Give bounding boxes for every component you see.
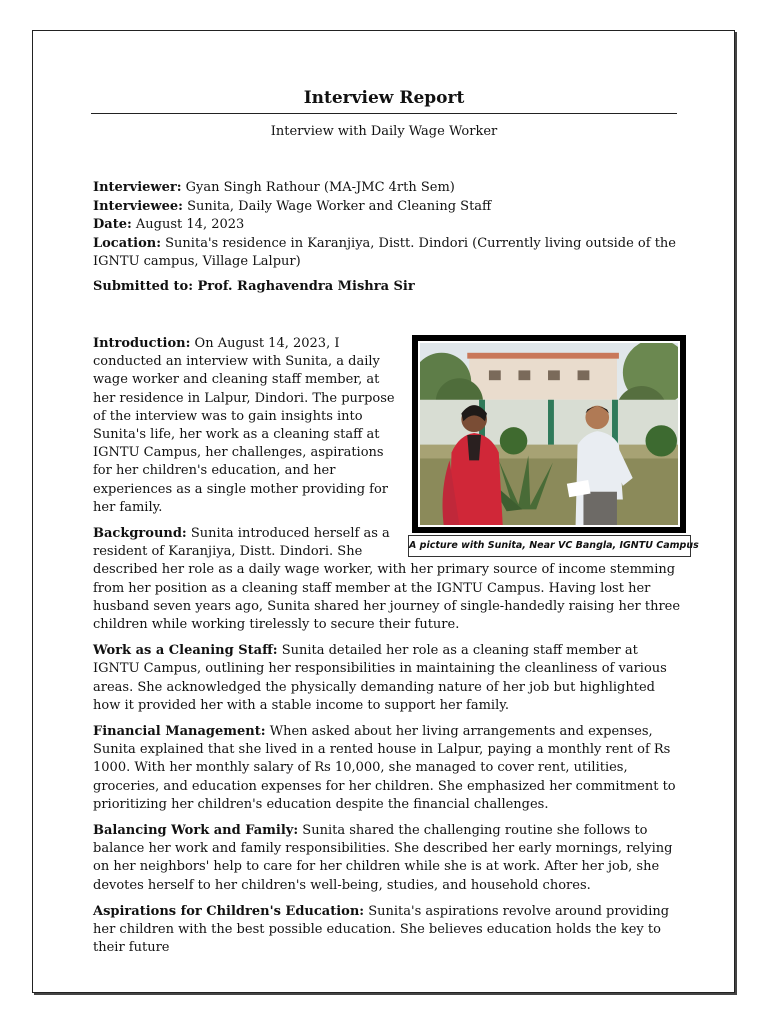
report-subtitle: Interview with Daily Wage Worker — [270, 124, 498, 139]
section-work-as-cleaning-staff: Work as a Cleaning Staff: Sunita detailed her role as a cleaning staff member at IGNTU Campus, outlining her responsibilities in maintaining the cleanliness of various areas. She acknowledged the physically demanding nature of her job but highlighted how it provided her with a stable income to support her family. — [93, 643, 667, 713]
section-background: Background: Sunita introduced herself as a resident of Karanjiya, Distt. Dindori. She described her role as a daily wage worker, with her primary source of income stemming from her position as a cleaning staff member at the IGNTU Campus. Having lost her husband seven years ago, Sunita shared her journey of single-handedly raising her three children while working tirelessly to secure their future. — [93, 526, 681, 633]
report-body — [93, 335, 699, 966]
meta-date: Date: August 14, 2023 — [93, 217, 245, 232]
meta-location: Location: Sunita's residence in Karanjiya, Distt. Dindori (Currently living outside of the IGNTU campus, Village Lalpur) — [93, 235, 676, 269]
meta-interviewer: Interviewer: Gyan Singh Rathour (MA-JMC 4rth Sem) — [93, 180, 455, 195]
section-balancing-work-family: Balancing Work and Family: Sunita shared the challenging routine she follows to balance her work and family responsibilities. She described her early mornings, relying on her neighbors' help to care for her children while she is at work. After her job, she devotes herself to her children's well-being, studies, and household chores. — [93, 823, 673, 893]
title-underline — [91, 113, 677, 114]
section-introduction: Introduction: On August 14, 2023, I conducted an interview with Sunita, a daily wage worker and cleaning staff member, at her residence in Lalpur, Dindori. The purpose of the interview was to gain insights into Sunita's life, her work as a cleaning staff at IGNTU Campus, her challenges, aspirations for her children's education, and her experiences as a single mother providing for her family. — [93, 336, 395, 515]
interview-photo — [418, 341, 680, 527]
report-title: Interview Report — [303, 88, 465, 108]
meta-block — [93, 179, 683, 272]
photo-frame — [412, 335, 686, 533]
section-aspirations-education: Aspirations for Children's Education: Sunita's aspirations revolve around providing her children with the best possible education. She believes education holds the key to their future — [93, 903, 670, 956]
photo-figure — [408, 335, 699, 557]
submitted-to: Submitted to: Prof. Raghavendra Mishra Sir — [93, 279, 415, 294]
section-financial-management: Financial Management: When asked about her living arrangements and expenses, Sunita explained that she lived in a rented house in Lalpur, paying a monthly rent of Rs 1000. With her monthly salary of Rs 10,000, she managed to cover rent, utilities, groceries, and education expenses for her children. She emphasized her commitment to prioritizing her children's education despite the financial challenges. — [93, 724, 676, 812]
photo-caption: A picture with Sunita, Near VC Bangla, IGNTU Campus — [408, 535, 691, 557]
meta-interviewee: Interviewee: Sunita, Daily Wage Worker and Cleaning Staff — [93, 198, 492, 214]
